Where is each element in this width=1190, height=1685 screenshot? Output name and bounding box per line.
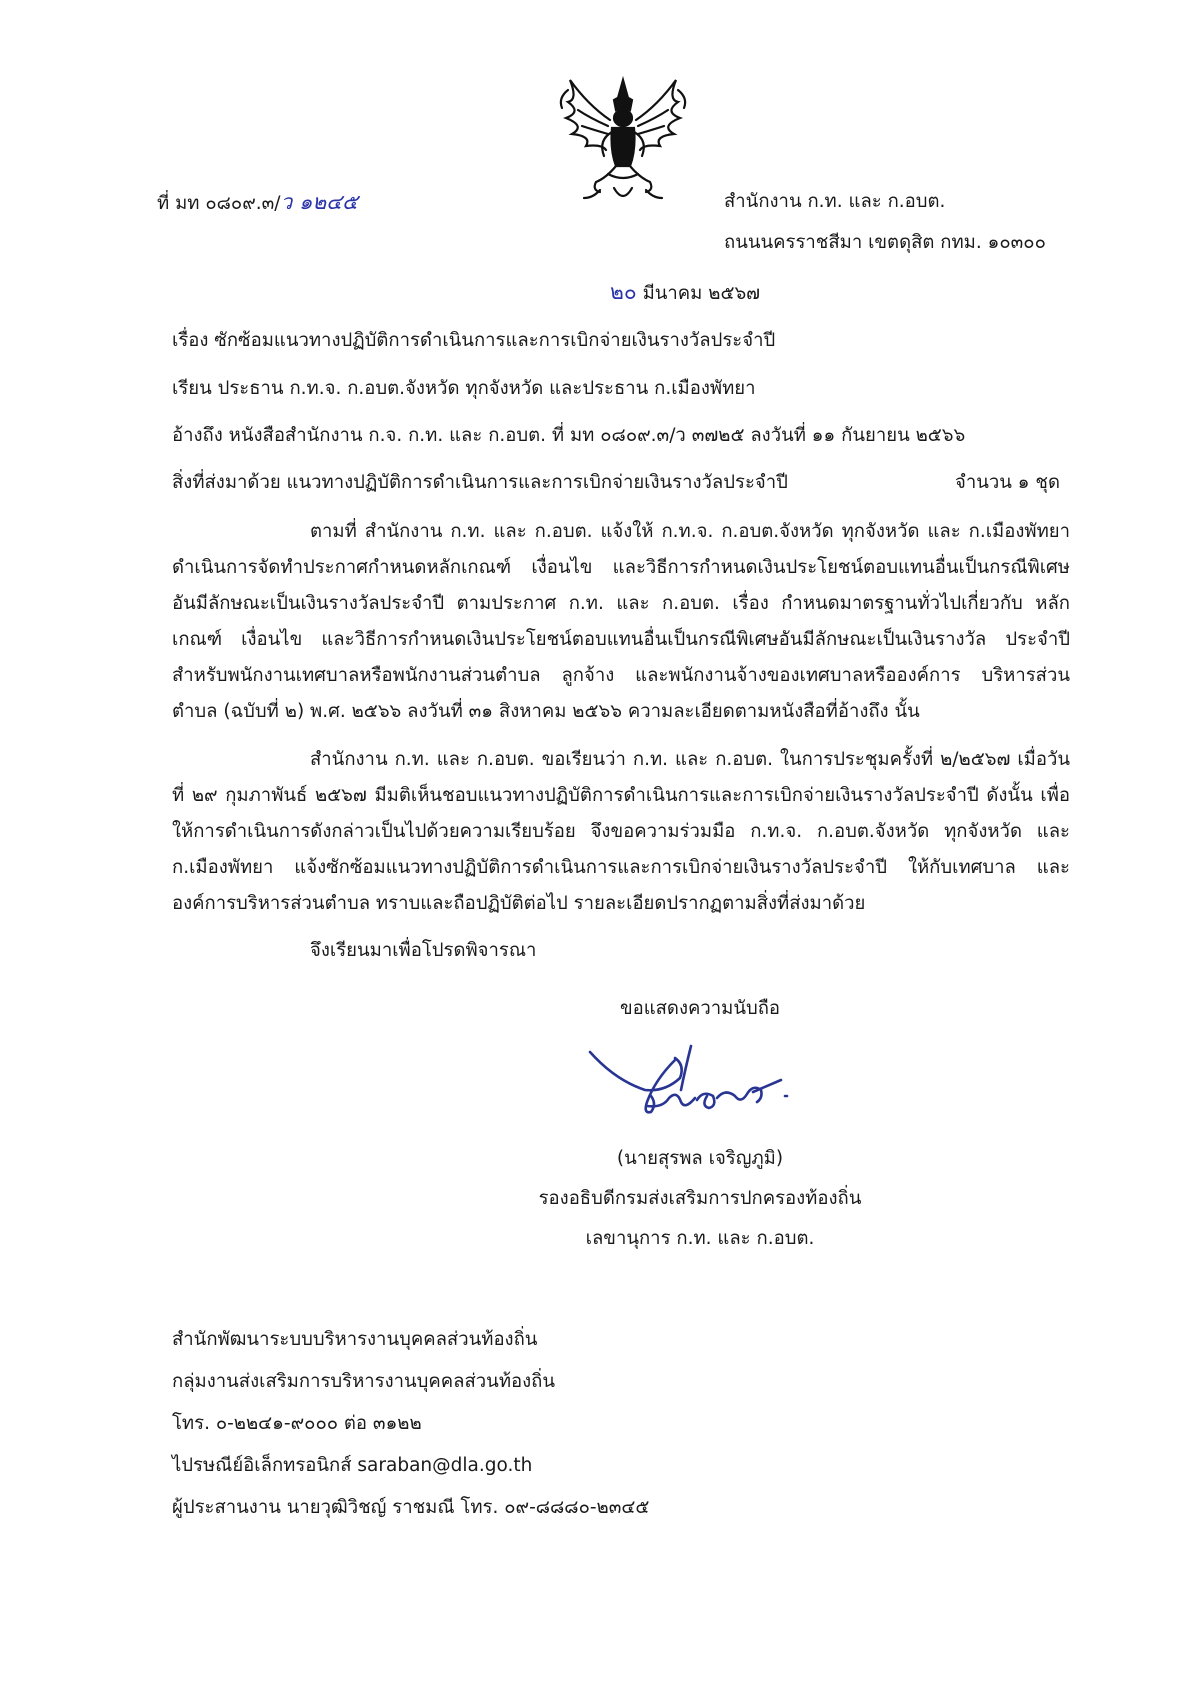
recipient-line: เรียน ประธาน ก.ท.จ. ก.อบต.จังหวัด ทุกจังหวัด และประธาน ก.เมืองพัทยา bbox=[172, 378, 756, 399]
office-address: ถนนนครราชสีมา เขตดุสิต กทม. ๑๐๓๐๐ bbox=[724, 232, 1046, 253]
contact-bureau: สำนักพัฒนาระบบบริหารงานบุคคลส่วนท้องถิ่น bbox=[172, 1329, 538, 1350]
reference-line: อ้างถึง หนังสือสำนักงาน ก.จ. ก.ท. และ ก.อบต. ที่ มท ๐๘๐๙.๓/ว ๓๗๒๕ ลงวันที่ ๑๑ กันยายน ๒๕๖๖ bbox=[172, 425, 966, 446]
closing-request: จึงเรียนมาเพื่อโปรดพิจารณา bbox=[310, 940, 537, 961]
enclosure-count: จำนวน ๑ ชุด bbox=[955, 472, 1060, 493]
contact-division: กลุ่มงานส่งเสริมการบริหารงานบุคคลส่วนท้องถิ่น bbox=[172, 1371, 556, 1392]
subject-line: เรื่อง ซักซ้อมแนวทางปฏิบัติการดำเนินการและการเบิกจ่ายเงินรางวัลประจำปี bbox=[172, 330, 776, 351]
contact-coordinator: ผู้ประสานงาน นายวุฒิวิชญ์ ราชมณี โทร. ๐๙-๘๘๘๐-๒๓๔๕ bbox=[172, 1497, 650, 1518]
body-paragraph-1: ตามที่ สำนักงาน ก.ท. และ ก.อบต. แจ้งให้ ก.ท.จ. ก.อบต.จังหวัด ทุกจังหวัด และ ก.เมืองพัทยา ดำเนินการจัดทำประกาศกำหนดหลักเกณฑ์ เงื่อนไข และวิธีการกำหนดเงินประโยชน์ตอบแทนอื่นเป็นกรณีพิเศษ อันมีลักษณะเป็นเงินรางวัลประจำปี ตามประกาศ ก.ท. และ ก.อบต. เรื่อง กำหนดมาตรฐานทั่วไปเกี่ยวกับ หลักเกณฑ์ เงื่อนไข และวิธีการกำหนดเงินประโยชน์ตอบแทนอื่นเป็นกรณีพิเศษอันมีลักษณะเป็นเงินรางวัล ประจำปีสำหรับพนักงานเทศบาลหรือพนักงานส่วนตำบล ลูกจ้าง และพนักงานจ้างของเทศบาลหรือองค์การ บริหารส่วนตำบล (ฉบับที่ ๒) พ.ศ. ๒๕๖๖ ลงวันที่ ๓๑ สิงหาคม ๒๕๖๖ ความละเอียดตามหนังสือที่อ้างถึง นั้น bbox=[172, 521, 1070, 722]
reference-handwritten-number: ว ๑๒๔๕ bbox=[280, 190, 358, 214]
body-paragraph-2: สำนักงาน ก.ท. และ ก.อบต. ขอเรียนว่า ก.ท. และ ก.อบต. ในการประชุมครั้งที่ ๒/๒๕๖๗ เมื่อวันที่ ๒๙ กุมภาพันธ์ ๒๕๖๗ มีมติเห็นชอบแนวทางปฏิบัติการดำเนินการและการเบิกจ่ายเงินรางวัลประจำปี ดังนั้น เพื่อให้การดำเนินการดังกล่าวเป็นไปด้วยความเรียบร้อย จึงขอความร่วมมือ ก.ท.จ. ก.อบต.จังหวัด ทุกจังหวัด และ ก.เมืองพัทยา แจ้งซักซ้อมแนวทางปฏิบัติการดำเนินการและการเบิกจ่ายเงินรางวัลประจำปี ให้กับเทศบาล และองค์การบริหารส่วนตำบล ทราบและถือปฏิบัติต่อไป รายละเอียดปรากฏตามสิ่งที่ส่งมาด้วย bbox=[172, 749, 1070, 914]
enclosure-line: สิ่งที่ส่งมาด้วย แนวทางปฏิบัติการดำเนินการและการเบิกจ่ายเงินรางวัลประจำปี bbox=[172, 472, 788, 493]
signature-salutation: ขอแสดงความนับถือ bbox=[619, 998, 781, 1019]
signatory-role: เลขานุการ ก.ท. และ ก.อบต. bbox=[585, 1228, 815, 1249]
contact-email: ไปรษณีย์อิเล็กทรอนิกส์ saraban@dla.go.th bbox=[172, 1455, 533, 1476]
contact-phone: โทร. ๐-๒๒๔๑-๙๐๐๐ ต่อ ๓๑๒๒ bbox=[172, 1413, 422, 1434]
handwritten-signature-icon bbox=[585, 1040, 800, 1120]
date-day-handwritten: ๒๐ bbox=[610, 280, 637, 304]
office-name: สำนักงาน ก.ท. และ ก.อบต. bbox=[724, 191, 946, 212]
date-month-year: มีนาคม ๒๕๖๗ bbox=[642, 283, 761, 304]
signatory-name: (นายสุรพล เจริญภูมิ) bbox=[616, 1148, 784, 1169]
reference-prefix: ที่ มท ๐๘๐๙.๓/ bbox=[157, 193, 281, 214]
document-date bbox=[610, 280, 760, 305]
signatory-position: รองอธิบดีกรมส่งเสริมการปกครองท้องถิ่น bbox=[538, 1188, 862, 1209]
document-reference bbox=[157, 190, 358, 215]
garuda-emblem-icon bbox=[548, 70, 698, 210]
